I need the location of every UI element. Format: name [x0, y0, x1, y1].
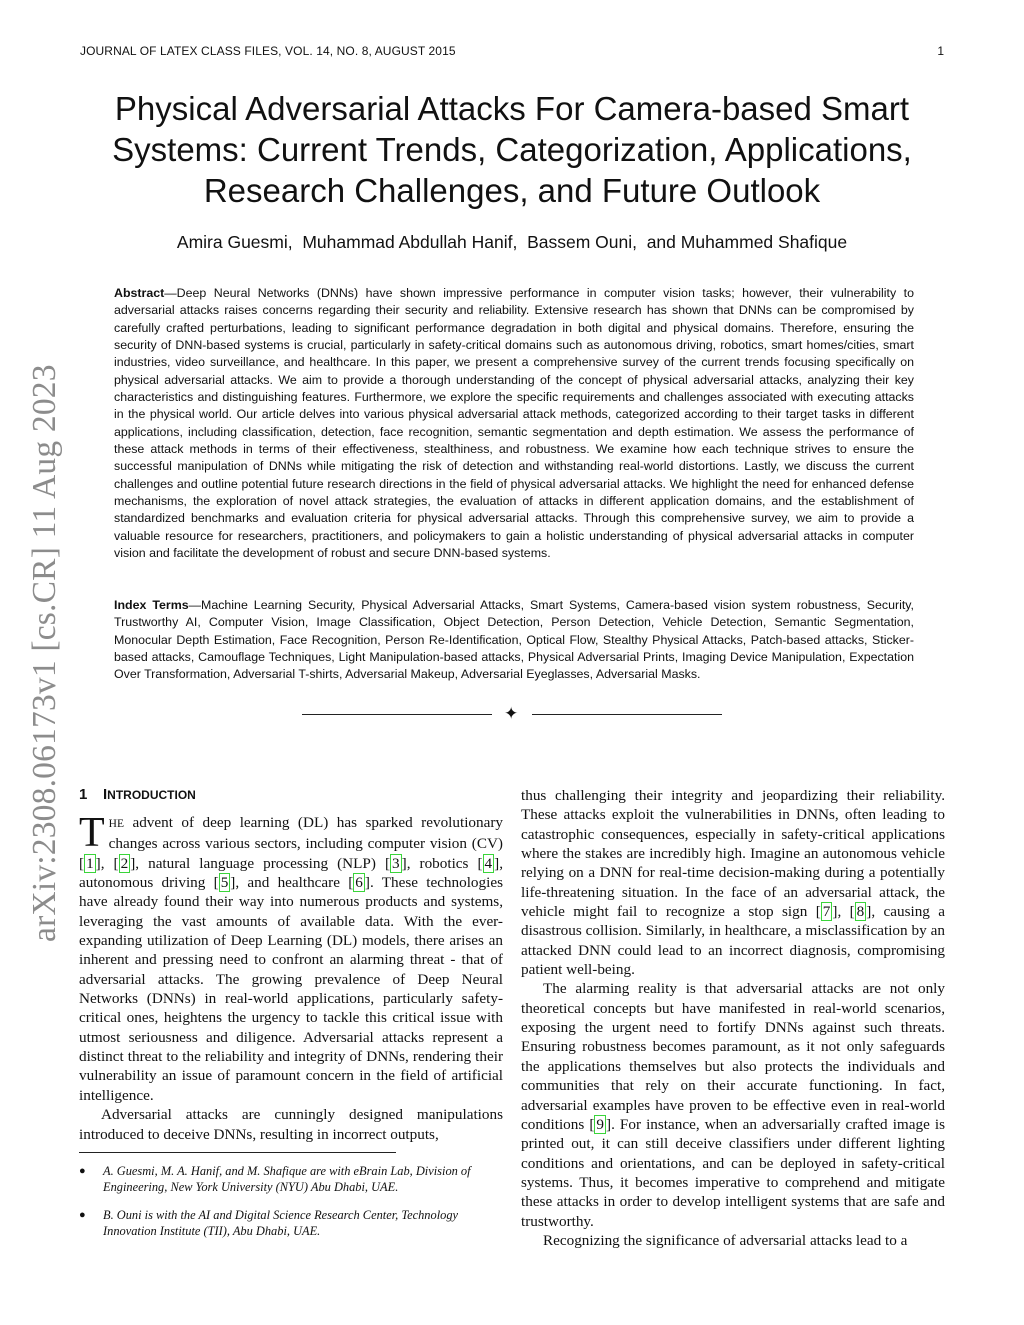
- separator-diamond-icon: ✦: [504, 704, 519, 723]
- citation-link[interactable]: 1: [86, 854, 94, 872]
- page-number: 1: [937, 44, 944, 58]
- text-run: , robotics: [406, 854, 478, 872]
- intro-paragraph-3: The alarming reality is that adversarial attacks are not only theoretical concepts but have manifested in real-world scenarios, exposing the urgent need to fortify DNNs against such threats. Ensuring robustness becomes paramount, as it not only safeguards the applications themselves but also protects the individuals and communities that rely on their accurate functioning. In fact, adversarial examples have proven to be effective even in real-world conditions [ 9 ]. For instance, when an adversarially crafted image is printed out, it can still deceive classifiers under different lighting conditions and orientations, and can be deployed in safety-critical systems. Thus, it becomes imperative to comprehend and mitigate these attacks in order to develop intelligent systems that are safe and trustworthy.: [521, 980, 945, 1230]
- text-run: . These technologies have already found their way into numerous products and systems, leveraging the vast amounts of available data. With the ever-expanding utilization of Deep Learning (DL) models, there arises an inherent and pressing need to confront an alarming threat - that of adversarial attacks. The growing prevalence of Deep Neural Networks (DNNs) in real-world applications, particularly safety-critical ones, heightens the urgency to tackle this critical issue with utmost seriousness and diligence. Adversarial attacks represent a distinct threat to the reliability and integrity of DNNs, rendering their vulnerability an issue of paramount concern in the field of artificial intelligence.: [79, 874, 503, 1104]
- drop-cap: T: [79, 810, 105, 856]
- author: , Bassem Ouni: [512, 232, 632, 252]
- citation-link[interactable]: 9: [596, 1115, 604, 1133]
- index-terms-label: Index Terms: [114, 598, 189, 612]
- text-run: , autonomous driving: [79, 854, 503, 892]
- index-terms-text: —Machine Learning Security, Physical Adversarial Attacks, Smart Systems, Camera-based vision system robustness, Security, Trustworthy AI, Computer Vision, Image Classification, Object Detection, Person Detection, Vehicle Detection, Semantic Segmentation, Monocular Depth Estimation, Face Recognition, Person Re-Identification, Optical Flow, Stealthy Physical Attacks, Patch-based attacks, Sticker-based attacks, Camouflage Techniques, Light Manipulation-based attacks, Physical Adversarial Prints, Imaging Device Manipulation, Expectation Over Transformation, Adversarial T-shirts, Adversarial Makeup, Adversarial Eyeglasses, Adversarial Masks.: [114, 598, 915, 682]
- citation-link[interactable]: 8: [856, 903, 865, 921]
- citation-link[interactable]: 3: [392, 854, 400, 872]
- author-list: [60, 232, 964, 253]
- footnote: [79, 1207, 503, 1239]
- footnote: [79, 1163, 503, 1195]
- intro-paragraph-4-start: Recognizing the significance of adversarial attacks lead to a: [543, 1231, 908, 1249]
- abstract-text: —Deep Neural Networks (DNNs) have shown impressive performance in computer vision tasks; however, their vulnerability to adversarial attacks raises concerns regarding their security and reliability. Extensive research has shown that DNNs can be compromised by carefully crafted perturbations, leading to significant performance degradation in both digital and physical domains. Therefore, ensuring the security of DNN-based systems is crucial, particularly in safety-critical domains such as autonomous driving, robotics, smart homes/cities, smart industries, video surveillance, and healthcare. In this paper, we present a comprehensive survey of the current trends focusing specifically on physical adversarial attacks. We aim to provide a thorough understanding of the concept of physical adversarial attacks, analyzing their key characteristics and distinguishing features. Furthermore, we explore the specific requirements and challenges associated with executing attacks in the physical world. Our article delves into various physical adversarial attack methods, categorized according to their target tasks in different applications, including classification, detection, face recognition, semantic segmentation and depth estimation. We assess the performance of these attack methods in terms of their effectiveness, stealthiness, and robustness. We examine how each technique strives to ensure the successful manipulation of DNNs while mitigating the risk of detection and withstanding real-world distortions. Lastly, we discuss the current challenges and outline potential future research directions in the field of physical adversarial attacks. We highlight the need for enhanced defense mechanisms, the exploration of novel attack strategies, the evaluation of attacks in different application domains, and the establishment of standardized benchmarks and evaluation criteria for physical adversarial attacks. Through this comprehensive survey, we aim to provide a valuable resource for researchers, practitioners, and policymakers to gain a holistic understanding of physical adversarial attacks in computer vision and facilitate the development of robust and secure DNN-based systems.: [114, 286, 914, 561]
- citation-link[interactable]: 6: [355, 874, 363, 892]
- intro-paragraph-1: THE advent of deep learning (DL) has sparked revolutionary changes across various sectors, including computer vision (CV) [ 1 ], [ 2 ], natural language processing (NLP) [ 3 ], robotics [ 4 ], autonomous driving [ 5 ], and healthcare [ 6 ]. These technologies have already found their way into numerous products and systems, leveraging the vast amounts of available data. With the ever-expanding utilization of Deep Learning (DL) models, there arises an inherent and pressing need to confront an alarming threat - that of adversarial attacks. The growing prevalence of Deep Neural Networks (DNNs) in real-world applications, particularly safety-critical ones, heightens the urgency to tackle this critical issue with utmost seriousness and diligence. Adversarial attacks represent a distinct threat to the reliability and integrity of DNNs, rendering their vulnerability an issue of paramount concern in the field of artificial intelligence.: [79, 810, 503, 1104]
- citation-link[interactable]: 2: [120, 854, 129, 872]
- abstract-label: Abstract: [114, 286, 165, 300]
- running-head: JOURNAL OF LATEX CLASS FILES, VOL. 14, NO. 8, AUGUST 2015: [80, 44, 456, 58]
- text-run: . For instance, when an adversarially crafted image is printed out, it can still deceive classifiers under different lighting conditions and orientations, and can be deployed in safety-critical systems. Thus, it becomes imperative to comprehend and mitigate these attacks in order to develop intelligent systems that are safe and trustworthy.: [521, 1115, 945, 1230]
- text-run: thus challenging their integrity and jeopardizing their reliability. These attacks exploit the vulnerabilities in DNNs, often leading to catastrophic consequences, especially in safety-critical applications where the stakes are incredibly high. Imagine an autonomous vehicle relying on a DNN for real-time decision-making during a potentially life-threatening situation. In the face of an adversarial attack, the vehicle might fail to recognize a stop sign: [521, 787, 945, 921]
- text-run: , and healthcare: [235, 874, 349, 892]
- section-title-initial: I: [103, 786, 108, 803]
- separator-rule-right: [532, 714, 722, 715]
- small-caps-lead: HE: [108, 818, 124, 830]
- citation-link[interactable]: 4: [484, 854, 493, 872]
- footnote-text: A. Guesmi, M. A. Hanif, and M. Shafique are with eBrain Lab, Division of Engineering, New York University (NYU) Abu Dhabi, UAE.: [103, 1164, 471, 1194]
- citation-link[interactable]: 7: [822, 903, 831, 921]
- bullet-icon: ●: [79, 1209, 86, 1221]
- index-terms: [114, 597, 914, 684]
- text-run: ,: [837, 903, 850, 921]
- author: , and Muhammed Shafique: [632, 232, 847, 252]
- author: , Muhammad Abdullah Hanif: [288, 232, 513, 252]
- section-title-rest: NTRODUCTION: [107, 788, 196, 802]
- author: Amira Guesmi: [176, 232, 288, 252]
- section-number: 1: [79, 786, 88, 803]
- arxiv-stamp: arXiv:2308.06173v1 [cs.CR] 11 Aug 2023: [26, 364, 63, 942]
- bullet-icon: ●: [79, 1165, 86, 1177]
- footnotes: [79, 1163, 503, 1251]
- abstract: [114, 285, 914, 563]
- section-heading: [79, 785, 503, 805]
- paper-title: Physical Adversarial Attacks For Camera-based Smart Systems: Current Trends, Categorization, Applications, Research Challenges, and Future Outlook: [112, 90, 912, 209]
- intro-paragraph-2-start: Adversarial attacks are cunningly designed manipulations introduced to deceive DNNs, resulting in incorrect outputs,: [79, 1106, 503, 1143]
- citation-link[interactable]: 5: [220, 874, 229, 892]
- text-run: , causing a disastrous collision. Similarly, in healthcare, a misclassification by an attacked DNN could lead to an incorrect diagnosis, compromising patient well-being.: [521, 903, 946, 979]
- footnote-rule: [79, 1152, 396, 1153]
- text-run: The alarming reality is that adversarial attacks are not only theoretical concepts but have manifested in real-world scenarios, exposing the urgent need to fortify DNNs against such threats. Ensuring robustness becomes paramount, as it not only safeguards the applications themselves but also protects the individuals and communities that rely on their accurate functioning. In fact, adversarial examples have proven to be effective even in real-world conditions: [521, 980, 945, 1133]
- right-column: [521, 786, 945, 1250]
- text-run: , natural language processing (NLP): [135, 854, 385, 872]
- text-run: ,: [100, 854, 114, 872]
- intro-paragraph-2-continued: thus challenging their integrity and jeopardizing their reliability. These attacks exploit the vulnerabilities in DNNs, often leading to catastrophic consequences, especially in safety-critical applications where the stakes are incredibly high. Imagine an autonomous vehicle relying on a DNN for real-time decision-making during a potentially life-threatening situation. In the face of an adversarial attack, the vehicle might fail to recognize a stop sign [ 7 ], [ 8 ], causing a disastrous collision. Similarly, in healthcare, a misclassification by an attacked DNN could lead to an incorrect diagnosis, compromising patient well-being.: [521, 787, 946, 979]
- separator-rule-left: [302, 714, 492, 715]
- footnote-text: B. Ouni is with the AI and Digital Science Research Center, Technology Innovation Institute (TII), Abu Dhabi, UAE.: [103, 1208, 459, 1238]
- section-separator: [302, 704, 722, 723]
- left-column: [79, 785, 503, 1144]
- text-run: advent of deep learning (DL) has sparked revolutionary changes across various sectors, including computer vision (CV): [108, 814, 503, 853]
